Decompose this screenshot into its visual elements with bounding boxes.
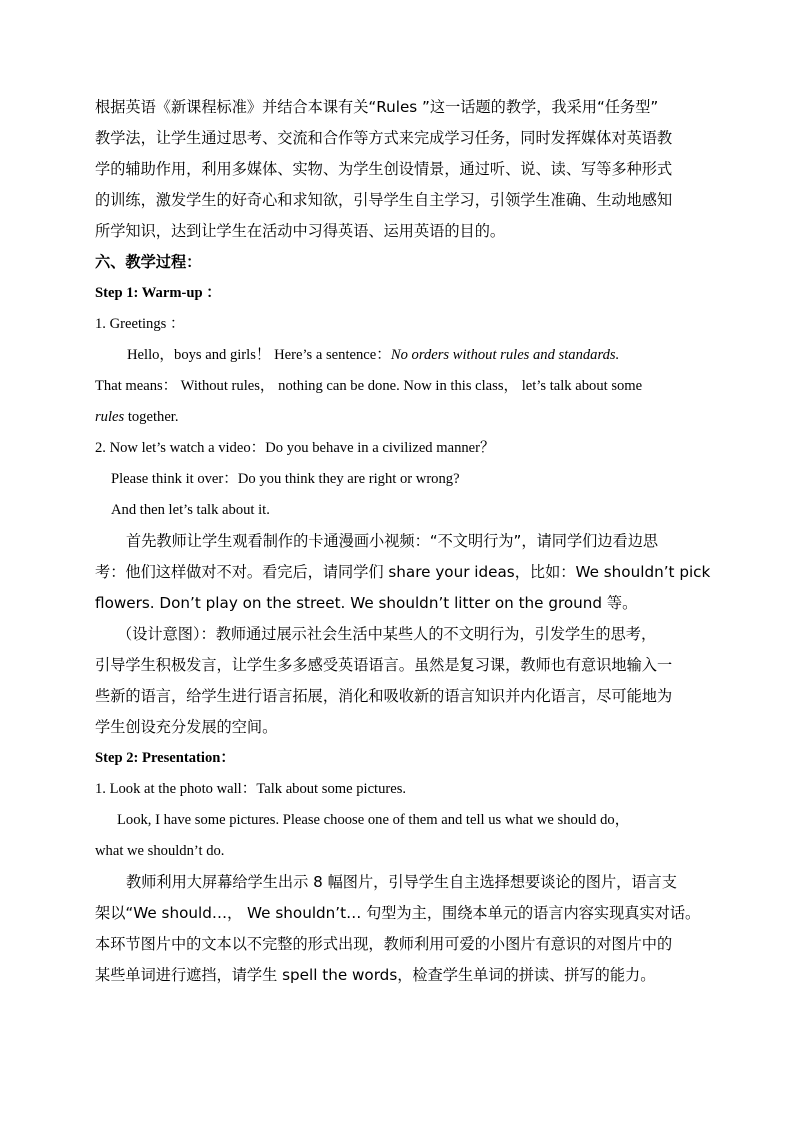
together-text: together.: [124, 409, 179, 425]
teacher2-line-4: 某些单词进行遮挡，请学生 spell the words，检查学生单词的拼读、拼写的能力。: [95, 966, 656, 984]
video-item: 2. Now let’s watch a video：Do you behave in a civilized manner？: [95, 440, 495, 456]
teacher2-line-3: 本环节图片中的文本以不完整的形式出现，教师利用可爱的小图片有意识的对图片中的: [95, 935, 673, 953]
means-line-2: [95, 402, 699, 433]
step1-heading: Step 1: Warm-up ：: [95, 285, 221, 301]
intro-line-3: 学的辅助作用，利用多媒体、实物、为学生创设情景，通过听、说、读、写等多种形式: [95, 160, 673, 178]
step2-heading: Step 2: Presentation：: [95, 750, 235, 766]
hello-text: Hello，boys and girls！ Here’s a sentence：: [127, 347, 391, 363]
means-line-1: That means： Without rules， nothing can be done. Now in this class， let’s talk about some: [95, 378, 643, 394]
hello-line: [95, 340, 699, 371]
intro-line-4: 的训练，激发学生的好奇心和求知欲，引导学生自主学习，引领学生准确、生动地感知: [95, 191, 673, 209]
photo-wall-item: 1. Look at the photo wall：Talk about some pictures.: [95, 781, 407, 797]
look-line-2: what we shouldn’t do.: [95, 843, 225, 859]
think-line: Please think it over：Do you think they are right or wrong?: [111, 471, 460, 487]
design-intent-line-1: （设计意图）：教师通过展示社会生活中某些人的不文明行为，引发学生的思考，: [117, 625, 657, 643]
intro-line-5: 所学知识，达到让学生在活动中习得英语、运用英语的目的。: [95, 222, 506, 240]
quote-sentence: No orders without rules and standards.: [390, 347, 620, 363]
design-intent-line-2: 引导学生积极发言，让学生多多感受英语语言。虽然是复习课，教师也有意识地输入一: [95, 656, 673, 674]
teacher1-line-2: 考：他们这样做对不对。看完后，请同学们 share your ideas，比如：We shouldn’t pick: [95, 563, 711, 581]
section-heading-teaching-process: 六、教学过程：: [95, 253, 202, 271]
design-intent-line-3: 些新的语言，给学生进行语言拓展，消化和吸收新的语言知识并内化语言，尽可能地为: [95, 687, 673, 705]
document-page: [95, 92, 711, 991]
intro-line-2: 教学法，让学生通过思考、交流和合作等方式来完成学习任务，同时发挥媒体对英语教: [95, 129, 673, 147]
teacher1-line-3: flowers. Don’t play on the street. We shouldn’t litter on the ground 等。: [95, 594, 638, 612]
teacher2-line-2: 架以“We should…， We shouldn’t… 句型为主，围绕本单元的语言内容实现真实对话。: [95, 904, 701, 922]
look-line-1: Look, I have some pictures. Please choose one of them and tell us what we should do，: [117, 812, 630, 828]
design-intent-line-4: 学生创设充分发展的空间。: [95, 718, 278, 736]
then-line: And then let’s talk about it.: [111, 502, 270, 518]
teacher2-line-1: 教师利用大屏幕给学生出示 8 幅图片，引导学生自主选择想要谈论的图片，语言支: [126, 873, 677, 891]
intro-line-1: 根据英语《新课程标准》并结合本课有关“Rules ”这一话题的教学，我采用“任务型”: [95, 98, 659, 116]
greetings-item: 1. Greetings ：: [95, 316, 185, 332]
teacher1-line-1: 首先教师让学生观看制作的卡通漫画小视频：“不文明行为”，请同学们边看边思: [126, 532, 659, 550]
rules-word: rules: [95, 409, 125, 425]
